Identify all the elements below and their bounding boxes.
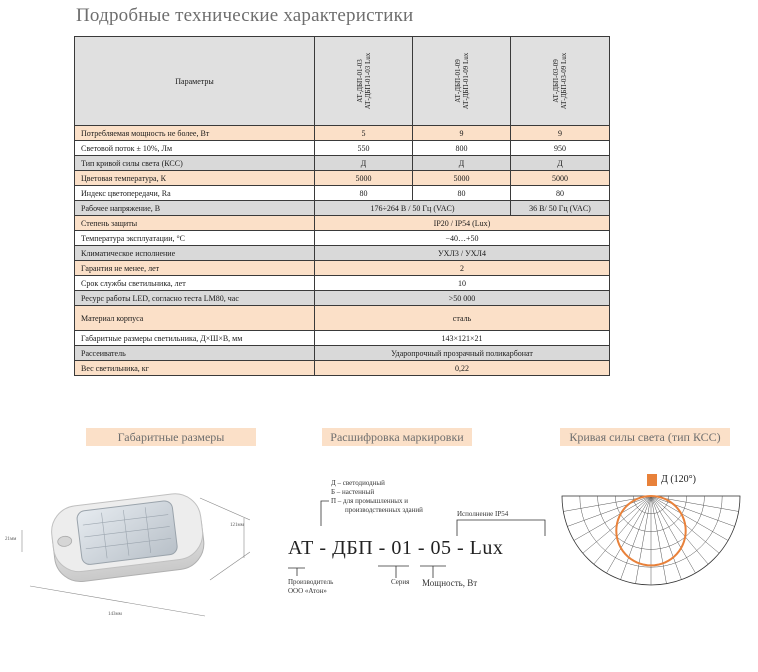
curve-polar-grid [562,496,740,585]
row-value: 80 [511,186,610,201]
row-value: УХЛ3 / УХЛ4 [315,246,610,261]
row-value: 9 [511,126,610,141]
row-parameter: Степень защиты [75,216,315,231]
row-parameter: Ресурс работы LED, согласно теста LM80, час [75,291,315,306]
row-value: 36 В/ 50 Гц (VAC) [511,201,610,216]
row-value: 143×121×21 [315,331,610,346]
row-value: 800 [413,141,511,156]
row-parameter: Температура эксплуатации, °С [75,231,315,246]
row-value: 950 [511,141,610,156]
section-label-dimensions: Габаритные размеры [86,428,256,446]
row-parameter: Световой поток ± 10%, Лм [75,141,315,156]
marking-separator: - [412,537,431,559]
row-value: Ударопрочный прозрачный поликарбонат [315,346,610,361]
row-parameter: Потребляемая мощность не более, Вт [75,126,315,141]
marking-type-note: Д – светодиодный [331,479,385,487]
model-name-line: АТ-ДБП-03-09 [552,59,560,103]
model-name-line: АТ-ДБП-01-03 Lux [363,52,372,110]
model-name-line: АТ-ДБП-01-09 Lux [461,52,470,110]
row-parameter: Индекс цветопередачи, Ra [75,186,315,201]
marking-manufacturer-name: ООО «Атон» [288,587,327,595]
marking-part-brand: АТ [288,537,314,559]
row-parameter: Цветовая температура, К [75,171,315,186]
marking-ip-note: Исполнение IP54 [457,510,509,518]
row-value: 5000 [315,171,413,186]
light-curve-diagram [554,492,748,588]
marking-manufacturer-label: Производитель [288,578,334,586]
row-parameter: Рабочее напряжение, В [75,201,315,216]
marking-type-note: Б – настенный [331,488,375,496]
marking-power-label: Мощность, Вт [422,578,478,588]
marking-type-note: П – для промышленных и [331,497,409,505]
row-parameter: Гарантия не менее, лет [75,261,315,276]
row-value: 550 [315,141,413,156]
row-parameter: Климатическое исполнение [75,246,315,261]
row-parameter: Габаритные размеры светильника, Д×Ш×В, мм [75,331,315,346]
row-value: >50 000 [315,291,610,306]
dim-width-label: 121мм [230,523,244,528]
row-value: 5000 [511,171,610,186]
row-value: 80 [413,186,511,201]
marking-separator: - [313,537,333,559]
marking-part-ip: Lux [469,537,504,559]
row-value: 176÷264 В / 50 Гц (VAC) [315,201,511,216]
marking-manufacturer [288,578,333,596]
table-header-parameter: Параметры [75,37,315,126]
row-parameter: Рассеиватель [75,346,315,361]
marking-part-type: ДБП [332,537,374,559]
row-value: Д [413,156,511,171]
marking-part-power: 05 [430,537,452,559]
row-value: сталь [315,306,610,331]
row-value: 80 [315,186,413,201]
row-parameter: Тип кривой силы света (КСС) [75,156,315,171]
curve-legend-label: Д (120°) [661,474,696,485]
model-name-line: АТ-ДБП-01-09 [453,59,462,103]
marking-type-note: производственных зданий [345,506,423,514]
row-value: 2 [315,261,610,276]
row-value: 5000 [413,171,511,186]
curve-legend-swatch [647,474,657,486]
marking-separator: - [373,537,392,559]
row-value: IP20 / IP54 (Lux) [315,216,610,231]
dim-height-label: 21мм [5,537,17,542]
page-title: Подробные технические характеристики [76,5,414,26]
row-value: Д [511,156,610,171]
row-value: −40…+50 [315,231,610,246]
section-label-marking: Расшифровка маркировки [322,428,472,446]
row-value: 0,22 [315,361,610,376]
row-parameter: Срок службы светильника, лет [75,276,315,291]
marking-part-series: 01 [391,537,413,559]
model-name-line: АТ-ДБП-03-09 Lux [560,52,568,110]
row-parameter: Материал корпуса [75,306,315,331]
section-label-curve: Кривая силы света (тип КСС) [560,428,730,446]
marking-separator: - [451,537,470,559]
row-value: 5 [315,126,413,141]
row-value: 10 [315,276,610,291]
row-parameter: Вес светильника, кг [75,361,315,376]
row-value: 9 [413,126,511,141]
marking-series-label: Серия [391,578,410,586]
dim-length-label: 143мм [108,612,122,617]
model-name-line: АТ-ДБП-01-03 [355,59,364,103]
row-value: Д [315,156,413,171]
